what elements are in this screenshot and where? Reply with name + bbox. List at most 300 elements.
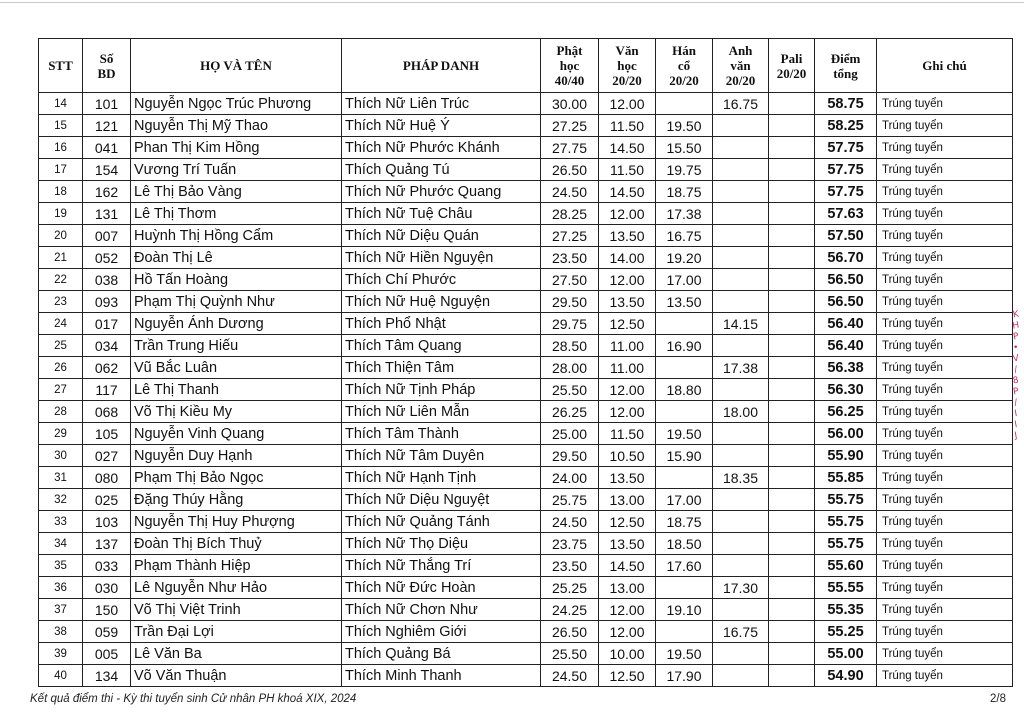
- cell-phap-danh: Thích Thiện Tâm: [342, 357, 541, 379]
- table-row: [39, 335, 1013, 357]
- cell-ghi-chu: Trúng tuyển: [877, 423, 1013, 445]
- cell-van-hoc: 12.00: [599, 599, 656, 621]
- cell-anh-van: [713, 137, 769, 159]
- cell-anh-van: [713, 643, 769, 665]
- cell-van-hoc: 13.50: [599, 225, 656, 247]
- cell-diem-tong: 55.25: [815, 621, 877, 643]
- results-sheet: [38, 38, 1013, 687]
- cell-ghi-chu: Trúng tuyển: [877, 291, 1013, 313]
- cell-pali: [769, 269, 815, 291]
- cell-anh-van: 16.75: [713, 93, 769, 115]
- cell-so-bd: 027: [83, 445, 131, 467]
- cell-ghi-chu: Trúng tuyển: [877, 643, 1013, 665]
- cell-pali: [769, 423, 815, 445]
- cell-pali: [769, 115, 815, 137]
- cell-stt: 23: [39, 291, 83, 313]
- cell-phat-hoc: 28.50: [541, 335, 599, 357]
- cell-phap-danh: Thích Nữ Thắng Trí: [342, 555, 541, 577]
- cell-phat-hoc: 24.25: [541, 599, 599, 621]
- cell-stt: 15: [39, 115, 83, 137]
- cell-ghi-chu: Trúng tuyển: [877, 621, 1013, 643]
- cell-so-bd: 103: [83, 511, 131, 533]
- cell-ghi-chu: Trúng tuyển: [877, 577, 1013, 599]
- cell-phat-hoc: 25.50: [541, 379, 599, 401]
- cell-diem-tong: 56.70: [815, 247, 877, 269]
- cell-phap-danh: Thích Tâm Thành: [342, 423, 541, 445]
- cell-phat-hoc: 28.00: [541, 357, 599, 379]
- cell-ho-ten: Vương Trí Tuấn: [131, 159, 342, 181]
- cell-phat-hoc: 28.25: [541, 203, 599, 225]
- cell-ghi-chu: Trúng tuyển: [877, 445, 1013, 467]
- table-row: [39, 291, 1013, 313]
- cell-so-bd: 117: [83, 379, 131, 401]
- cell-anh-van: 17.38: [713, 357, 769, 379]
- cell-so-bd: 017: [83, 313, 131, 335]
- cell-so-bd: 162: [83, 181, 131, 203]
- cell-stt: 37: [39, 599, 83, 621]
- cell-pali: [769, 445, 815, 467]
- cell-diem-tong: 56.25: [815, 401, 877, 423]
- cell-han-co: [656, 401, 713, 423]
- cell-ghi-chu: Trúng tuyển: [877, 357, 1013, 379]
- cell-han-co: [656, 357, 713, 379]
- cell-so-bd: 030: [83, 577, 131, 599]
- col-header-pali: Pali 20/20: [769, 39, 815, 93]
- cell-pali: [769, 313, 815, 335]
- cell-van-hoc: 11.00: [599, 357, 656, 379]
- stamp-glyph: H: [1011, 320, 1021, 332]
- cell-anh-van: [713, 225, 769, 247]
- cell-so-bd: 062: [83, 357, 131, 379]
- cell-diem-tong: 57.50: [815, 225, 877, 247]
- cell-phap-danh: Thích Chí Phước: [342, 269, 541, 291]
- stamp-glyph: /: [1013, 397, 1019, 409]
- cell-van-hoc: 10.00: [599, 643, 656, 665]
- cell-phap-danh: Thích Minh Thanh: [342, 665, 541, 687]
- cell-diem-tong: 55.55: [815, 577, 877, 599]
- table-row: [39, 357, 1013, 379]
- table-row: [39, 511, 1013, 533]
- cell-van-hoc: 14.50: [599, 137, 656, 159]
- table-row: [39, 555, 1013, 577]
- cell-han-co: 18.75: [656, 511, 713, 533]
- cell-phap-danh: Thích Nữ Phước Khánh: [342, 137, 541, 159]
- cell-anh-van: 16.75: [713, 621, 769, 643]
- cell-diem-tong: 55.75: [815, 489, 877, 511]
- cell-so-bd: 131: [83, 203, 131, 225]
- cell-diem-tong: 54.90: [815, 665, 877, 687]
- cell-diem-tong: 57.75: [815, 181, 877, 203]
- cell-phat-hoc: 25.25: [541, 577, 599, 599]
- top-rule: [0, 2, 1024, 3]
- cell-van-hoc: 13.50: [599, 291, 656, 313]
- stamp-glyph: V: [1011, 353, 1020, 365]
- cell-so-bd: 068: [83, 401, 131, 423]
- table-row: [39, 247, 1013, 269]
- cell-ghi-chu: Trúng tuyển: [877, 533, 1013, 555]
- cell-phap-danh: Thích Nữ Hiền Nguyện: [342, 247, 541, 269]
- cell-phat-hoc: 24.00: [541, 467, 599, 489]
- cell-phap-danh: Thích Nữ Diệu Nguyệt: [342, 489, 541, 511]
- cell-stt: 20: [39, 225, 83, 247]
- cell-anh-van: 14.15: [713, 313, 769, 335]
- cell-van-hoc: 13.50: [599, 467, 656, 489]
- cell-anh-van: [713, 423, 769, 445]
- cell-so-bd: 038: [83, 269, 131, 291]
- col-header-phap-danh: PHÁP DANH: [342, 39, 541, 93]
- cell-anh-van: [713, 379, 769, 401]
- cell-stt: 39: [39, 643, 83, 665]
- cell-han-co: 18.80: [656, 379, 713, 401]
- cell-stt: 36: [39, 577, 83, 599]
- table-row: [39, 181, 1013, 203]
- cell-han-co: 17.90: [656, 665, 713, 687]
- cell-pali: [769, 511, 815, 533]
- cell-so-bd: 137: [83, 533, 131, 555]
- cell-stt: 27: [39, 379, 83, 401]
- cell-stt: 38: [39, 621, 83, 643]
- cell-phat-hoc: 25.50: [541, 643, 599, 665]
- cell-ho-ten: Phạm Thị Quỳnh Như: [131, 291, 342, 313]
- table-row: [39, 445, 1013, 467]
- cell-phat-hoc: 25.00: [541, 423, 599, 445]
- table-row: [39, 621, 1013, 643]
- stamp-glyph: P: [1012, 331, 1020, 343]
- cell-han-co: 15.50: [656, 137, 713, 159]
- cell-pali: [769, 467, 815, 489]
- cell-phap-danh: Thích Nữ Tuệ Châu: [342, 203, 541, 225]
- cell-anh-van: 18.35: [713, 467, 769, 489]
- cell-phap-danh: Thích Nữ Huệ Nguyện: [342, 291, 541, 313]
- col-header-diem-tong: Điểm tổng: [815, 39, 877, 93]
- cell-ho-ten: Nguyễn Ngọc Trúc Phương: [131, 93, 342, 115]
- stamp-glyph: I: [1013, 419, 1019, 431]
- table-row: [39, 467, 1013, 489]
- cell-van-hoc: 12.50: [599, 665, 656, 687]
- cell-ho-ten: Lê Nguyễn Như Hảo: [131, 577, 342, 599]
- cell-ghi-chu: Trúng tuyển: [877, 511, 1013, 533]
- cell-ho-ten: Nguyễn Duy Hạnh: [131, 445, 342, 467]
- cell-stt: 34: [39, 533, 83, 555]
- cell-anh-van: [713, 247, 769, 269]
- cell-so-bd: 041: [83, 137, 131, 159]
- results-body: [39, 93, 1013, 687]
- cell-stt: 21: [39, 247, 83, 269]
- cell-diem-tong: 55.90: [815, 445, 877, 467]
- margin-stamp: [1008, 309, 1024, 442]
- cell-ho-ten: Huỳnh Thị Hồng Cẩm: [131, 225, 342, 247]
- table-row: [39, 489, 1013, 511]
- cell-phat-hoc: 24.50: [541, 511, 599, 533]
- cell-van-hoc: 12.50: [599, 511, 656, 533]
- cell-so-bd: 033: [83, 555, 131, 577]
- cell-ghi-chu: Trúng tuyển: [877, 93, 1013, 115]
- cell-van-hoc: 12.00: [599, 203, 656, 225]
- cell-phat-hoc: 26.50: [541, 621, 599, 643]
- cell-stt: 28: [39, 401, 83, 423]
- cell-anh-van: [713, 511, 769, 533]
- table-row: [39, 379, 1013, 401]
- table-row: [39, 203, 1013, 225]
- cell-pali: [769, 247, 815, 269]
- cell-pali: [769, 203, 815, 225]
- col-header-han-co: Hán cổ 20/20: [656, 39, 713, 93]
- cell-stt: 40: [39, 665, 83, 687]
- cell-han-co: 19.10: [656, 599, 713, 621]
- cell-ghi-chu: Trúng tuyển: [877, 269, 1013, 291]
- cell-anh-van: [713, 159, 769, 181]
- stamp-glyph: /: [1013, 364, 1019, 376]
- cell-stt: 35: [39, 555, 83, 577]
- cell-diem-tong: 56.30: [815, 379, 877, 401]
- footer-caption: Kết quả điểm thi - Kỳ thi tuyển sinh Cử nhân PH khoá XIX, 2024: [30, 693, 357, 705]
- col-header-phat-hoc: Phật học 40/40: [541, 39, 599, 93]
- cell-van-hoc: 14.50: [599, 181, 656, 203]
- cell-ghi-chu: Trúng tuyển: [877, 379, 1013, 401]
- stamp-glyph: K: [1012, 309, 1020, 321]
- cell-pali: [769, 665, 815, 687]
- cell-han-co: 17.00: [656, 489, 713, 511]
- table-row: [39, 599, 1013, 621]
- cell-han-co: 19.20: [656, 247, 713, 269]
- cell-ghi-chu: Trúng tuyển: [877, 665, 1013, 687]
- cell-phap-danh: Thích Quảng Tú: [342, 159, 541, 181]
- table-row: [39, 159, 1013, 181]
- col-header-ghi-chu: Ghi chú: [877, 39, 1013, 93]
- cell-van-hoc: 12.00: [599, 93, 656, 115]
- cell-so-bd: 080: [83, 467, 131, 489]
- cell-phap-danh: Thích Nữ Tâm Duyên: [342, 445, 541, 467]
- cell-phat-hoc: 24.50: [541, 665, 599, 687]
- page-number: 2/8: [990, 693, 1006, 705]
- cell-so-bd: 025: [83, 489, 131, 511]
- cell-ho-ten: Võ Văn Thuận: [131, 665, 342, 687]
- cell-van-hoc: 14.50: [599, 555, 656, 577]
- table-row: [39, 643, 1013, 665]
- cell-phap-danh: Thích Nữ Tịnh Pháp: [342, 379, 541, 401]
- cell-so-bd: 059: [83, 621, 131, 643]
- cell-anh-van: [713, 599, 769, 621]
- cell-van-hoc: 14.00: [599, 247, 656, 269]
- cell-pali: [769, 159, 815, 181]
- cell-ho-ten: Đoàn Thị Bích Thuỷ: [131, 533, 342, 555]
- cell-so-bd: 052: [83, 247, 131, 269]
- cell-anh-van: 17.30: [713, 577, 769, 599]
- cell-pali: [769, 489, 815, 511]
- cell-ghi-chu: Trúng tuyển: [877, 159, 1013, 181]
- cell-ho-ten: Nguyễn Vinh Quang: [131, 423, 342, 445]
- cell-diem-tong: 56.00: [815, 423, 877, 445]
- cell-stt: 26: [39, 357, 83, 379]
- cell-stt: 24: [39, 313, 83, 335]
- table-row: [39, 93, 1013, 115]
- table-row: [39, 577, 1013, 599]
- cell-ho-ten: Đoàn Thị Lê: [131, 247, 342, 269]
- table-row: [39, 137, 1013, 159]
- cell-so-bd: 150: [83, 599, 131, 621]
- table-row: [39, 533, 1013, 555]
- cell-phap-danh: Thích Quảng Bá: [342, 643, 541, 665]
- cell-stt: 14: [39, 93, 83, 115]
- cell-han-co: 16.75: [656, 225, 713, 247]
- cell-ghi-chu: Trúng tuyển: [877, 401, 1013, 423]
- cell-stt: 33: [39, 511, 83, 533]
- col-header-ho-ten: HỌ VÀ TÊN: [131, 39, 342, 93]
- cell-pali: [769, 401, 815, 423]
- cell-so-bd: 154: [83, 159, 131, 181]
- cell-stt: 19: [39, 203, 83, 225]
- cell-diem-tong: 57.75: [815, 159, 877, 181]
- cell-ghi-chu: Trúng tuyển: [877, 181, 1013, 203]
- cell-stt: 16: [39, 137, 83, 159]
- table-row: [39, 115, 1013, 137]
- cell-van-hoc: 11.50: [599, 159, 656, 181]
- cell-phap-danh: Thích Nữ Phước Quang: [342, 181, 541, 203]
- table-row: [39, 665, 1013, 687]
- cell-han-co: [656, 577, 713, 599]
- cell-diem-tong: 55.75: [815, 533, 877, 555]
- cell-ho-ten: Phạm Thị Bảo Ngọc: [131, 467, 342, 489]
- cell-pali: [769, 335, 815, 357]
- cell-diem-tong: 55.00: [815, 643, 877, 665]
- cell-so-bd: 093: [83, 291, 131, 313]
- cell-ghi-chu: Trúng tuyển: [877, 335, 1013, 357]
- cell-ghi-chu: Trúng tuyển: [877, 225, 1013, 247]
- cell-pali: [769, 599, 815, 621]
- cell-pali: [769, 621, 815, 643]
- table-row: [39, 225, 1013, 247]
- cell-stt: 22: [39, 269, 83, 291]
- cell-stt: 30: [39, 445, 83, 467]
- cell-van-hoc: 12.00: [599, 269, 656, 291]
- cell-anh-van: [713, 115, 769, 137]
- cell-han-co: [656, 93, 713, 115]
- cell-ghi-chu: Trúng tuyển: [877, 599, 1013, 621]
- cell-stt: 17: [39, 159, 83, 181]
- cell-ghi-chu: Trúng tuyển: [877, 115, 1013, 137]
- stamp-glyph: 8: [1012, 375, 1020, 387]
- header-row: [39, 39, 1013, 93]
- cell-van-hoc: 12.50: [599, 313, 656, 335]
- cell-phap-danh: Thích Nữ Quảng Tánh: [342, 511, 541, 533]
- cell-so-bd: 005: [83, 643, 131, 665]
- cell-ghi-chu: Trúng tuyển: [877, 489, 1013, 511]
- stamp-glyph: •: [1012, 342, 1020, 354]
- cell-van-hoc: 13.00: [599, 489, 656, 511]
- cell-van-hoc: 13.00: [599, 577, 656, 599]
- cell-phap-danh: Thích Nữ Hạnh Tịnh: [342, 467, 541, 489]
- cell-diem-tong: 56.50: [815, 269, 877, 291]
- cell-van-hoc: 12.00: [599, 621, 656, 643]
- cell-ghi-chu: Trúng tuyển: [877, 247, 1013, 269]
- cell-han-co: 18.75: [656, 181, 713, 203]
- cell-diem-tong: 57.63: [815, 203, 877, 225]
- cell-ho-ten: Hồ Tấn Hoàng: [131, 269, 342, 291]
- cell-ghi-chu: Trúng tuyển: [877, 203, 1013, 225]
- cell-pali: [769, 643, 815, 665]
- cell-anh-van: [713, 269, 769, 291]
- cell-phat-hoc: 26.50: [541, 159, 599, 181]
- cell-ho-ten: Phạm Thành Hiệp: [131, 555, 342, 577]
- stamp-glyph: J: [1013, 430, 1019, 442]
- cell-phat-hoc: 23.50: [541, 247, 599, 269]
- cell-diem-tong: 58.75: [815, 93, 877, 115]
- cell-so-bd: 034: [83, 335, 131, 357]
- cell-diem-tong: 55.35: [815, 599, 877, 621]
- col-header-stt: STT: [39, 39, 83, 93]
- cell-phap-danh: Thích Nữ Chơn Như: [342, 599, 541, 621]
- cell-phap-danh: Thích Nữ Đức Hoàn: [342, 577, 541, 599]
- cell-diem-tong: 55.75: [815, 511, 877, 533]
- cell-han-co: 16.90: [656, 335, 713, 357]
- cell-stt: 18: [39, 181, 83, 203]
- cell-ho-ten: Nguyễn Thị Mỹ Thao: [131, 115, 342, 137]
- cell-van-hoc: 12.00: [599, 379, 656, 401]
- cell-anh-van: [713, 445, 769, 467]
- cell-phat-hoc: 27.25: [541, 115, 599, 137]
- cell-anh-van: [713, 203, 769, 225]
- cell-so-bd: 134: [83, 665, 131, 687]
- cell-ho-ten: Lê Thị Thơm: [131, 203, 342, 225]
- cell-han-co: [656, 313, 713, 335]
- col-header-van-hoc: Văn học 20/20: [599, 39, 656, 93]
- cell-ghi-chu: Trúng tuyển: [877, 555, 1013, 577]
- cell-diem-tong: 56.38: [815, 357, 877, 379]
- stamp-glyph: I: [1013, 408, 1019, 420]
- cell-ghi-chu: Trúng tuyển: [877, 313, 1013, 335]
- cell-phat-hoc: 25.75: [541, 489, 599, 511]
- cell-phap-danh: Thích Nữ Huệ Ý: [342, 115, 541, 137]
- cell-phat-hoc: 30.00: [541, 93, 599, 115]
- table-row: [39, 313, 1013, 335]
- cell-pali: [769, 93, 815, 115]
- cell-ho-ten: Võ Thị Việt Trinh: [131, 599, 342, 621]
- cell-ho-ten: Lê Văn Ba: [131, 643, 342, 665]
- col-header-anh-van: Anh văn 20/20: [713, 39, 769, 93]
- cell-phat-hoc: 23.50: [541, 555, 599, 577]
- cell-ho-ten: Vũ Bắc Luân: [131, 357, 342, 379]
- cell-anh-van: [713, 489, 769, 511]
- cell-anh-van: [713, 335, 769, 357]
- cell-han-co: 17.38: [656, 203, 713, 225]
- cell-van-hoc: 10.50: [599, 445, 656, 467]
- cell-diem-tong: 56.40: [815, 335, 877, 357]
- cell-han-co: [656, 467, 713, 489]
- cell-phat-hoc: 29.75: [541, 313, 599, 335]
- cell-han-co: 17.00: [656, 269, 713, 291]
- cell-stt: 31: [39, 467, 83, 489]
- cell-diem-tong: 56.40: [815, 313, 877, 335]
- cell-stt: 32: [39, 489, 83, 511]
- cell-phat-hoc: 23.75: [541, 533, 599, 555]
- cell-han-co: 15.90: [656, 445, 713, 467]
- cell-so-bd: 007: [83, 225, 131, 247]
- cell-phap-danh: Thích Nữ Thọ Diệu: [342, 533, 541, 555]
- table-row: [39, 269, 1013, 291]
- cell-anh-van: [713, 555, 769, 577]
- cell-ghi-chu: Trúng tuyển: [877, 137, 1013, 159]
- cell-ho-ten: Trần Trung Hiếu: [131, 335, 342, 357]
- cell-phat-hoc: 27.25: [541, 225, 599, 247]
- cell-pali: [769, 577, 815, 599]
- cell-phat-hoc: 27.75: [541, 137, 599, 159]
- cell-han-co: 18.50: [656, 533, 713, 555]
- table-row: [39, 401, 1013, 423]
- cell-van-hoc: 11.00: [599, 335, 656, 357]
- cell-han-co: 19.50: [656, 643, 713, 665]
- cell-anh-van: [713, 291, 769, 313]
- cell-van-hoc: 12.00: [599, 401, 656, 423]
